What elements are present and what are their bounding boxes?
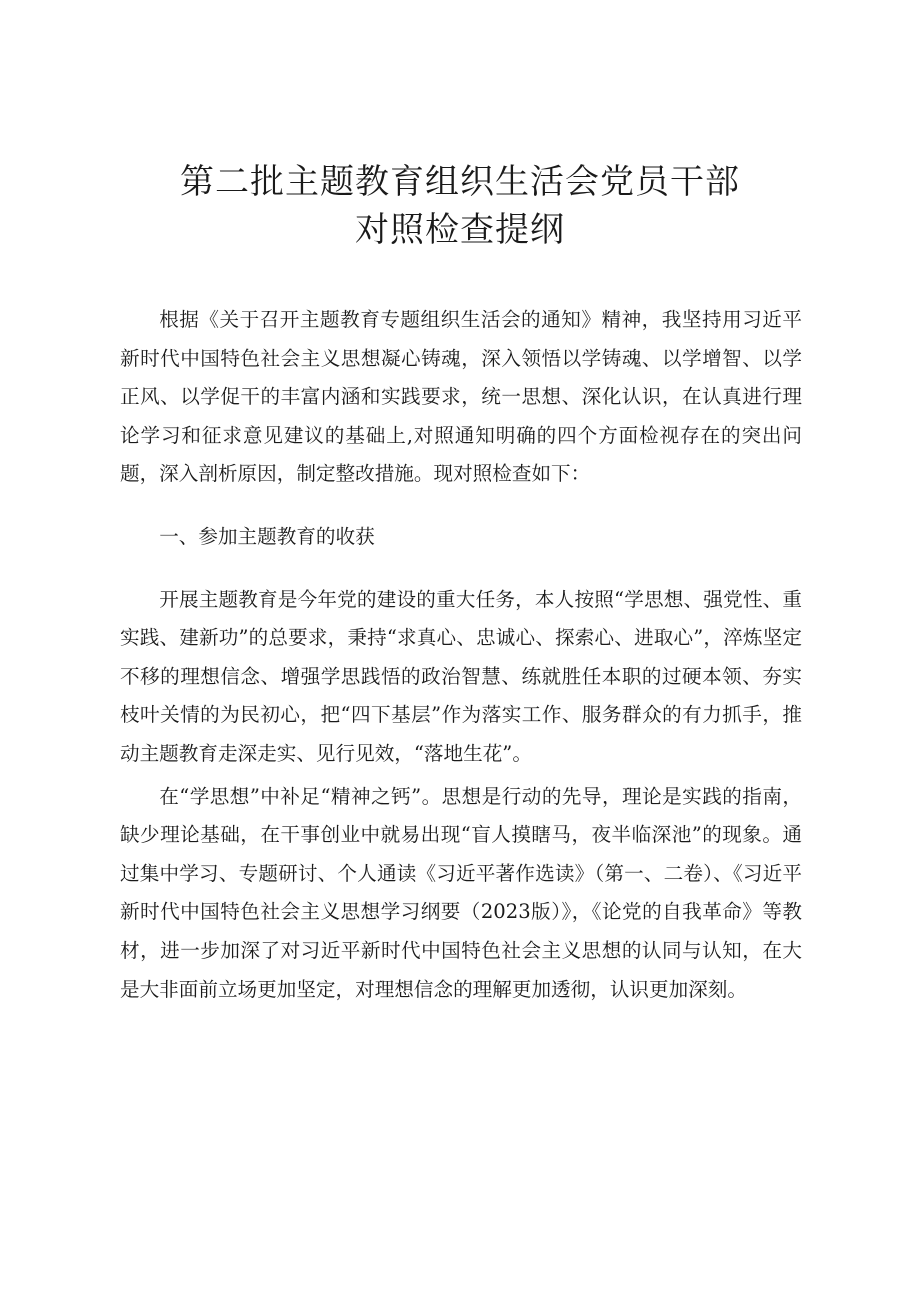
section-heading: 一、参加主题教育的收获 xyxy=(159,524,375,548)
intro-paragraph: 根据《关于召开主题教育专题组织生活会的通知》精神，我坚持用习近平新时代中国特色社会主义思想凝心铸魂，深入领悟以学铸魂、以学增智、以学正风、以学促干的丰富内涵和实践要求，统一思想、深化认识，在认真进行理论学习和征求意见建议的基础上,对照通知明确的四个方面检视存在的突出问题，深入剖析原因，制定整改措施。现对照检查如下： xyxy=(120,308,802,486)
document-title xyxy=(0,158,920,254)
paragraph-gap xyxy=(120,569,802,581)
body-paragraph: 在“学思想”中补足“精神之钙”。思想是行动的先导，理论是实践的指南，缺少理论基础，在干事创业中就易出现“盲人摸瞎马，夜半临深池”的现象。通过集中学习、专题研讨、个人通读《习近平著作选读》（第一、二卷）、《习近平新时代中国特色社会主义思想学习纲要（2023版）》，《论党的自我革命》等教材，进一步加深了对习近平新时代中国特色社会主义思想的认同与认知，在大是大非面前立场更加坚定，对理想信念的理解更加透彻，认识更加深刻。 xyxy=(120,784,802,1001)
title-line-1: 第二批主题教育组织生活会党员干部 xyxy=(180,162,740,202)
document-body xyxy=(120,301,802,1009)
paragraph-gap xyxy=(120,494,802,506)
body-paragraph: 开展主题教育是今年党的建设的重大任务，本人按照“学思想、强党性、重实践、建新功”的总要求，秉持“求真心、忠诚心、探索心、进取心”，淬炼坚定不移的理想信念、增强学思践悟的政治智慧、练就胜任本职的过硬本领、夯实枝叶关情的为民初心，把“四下基层”作为落实工作、服务群众的有力抓手，推动主题教育走深走实、见行见效，“落地生花”。 xyxy=(120,587,802,765)
title-line-2: 对照检查提纲 xyxy=(355,210,565,250)
